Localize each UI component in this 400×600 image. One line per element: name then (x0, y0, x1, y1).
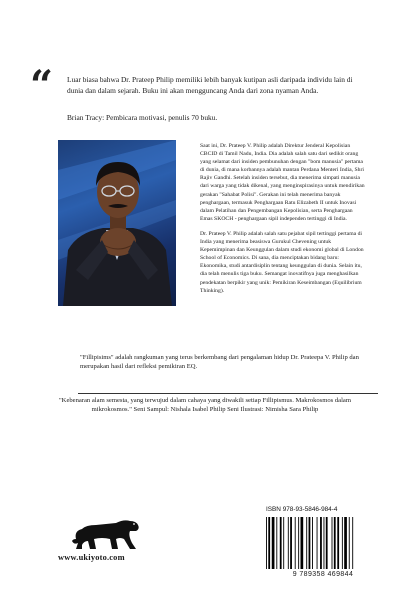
book-summary: "Fillipisims" adalah rangkuman yang terus berkembang dari pengalaman hidup Dr. Prateepa V. Philip dan merupakan hasil dari refleksi pemikiran EQ. (80, 354, 359, 370)
publisher-url[interactable]: www.ukiyoto.com (58, 553, 125, 562)
bio-paragraph-1: Saat ini, Dr. Prateep V. Philip adalah Direktur Jenderal Kepolisian CBCID di Tamil Nadu, India. Dia adalah salah satu dari sedikit orang yang selamat dari insiden pembunuhan dengan "bom manusia" pertama di dunia, di mana korbannya adalah mantan Perdana Menteri India, Shri Rajiv Gandhi. Setelah insiden tersebut, dia menerima simpati manusia dari warga yang tidak dikenal, yang menginspirasinya untuk mendirikan gerakan "Sahabat Polisi". Gerakan ini telah menerima banyak penghargaan, termasuk Penghargaan Ratu Elizabeth II untuk Inovasi dalam Pelatihan dan Pengembangan Kepolisian, serta Penghargaan Emas SKOCH - penghargaan sipil independen tertinggi di India. (200, 143, 365, 222)
divider (78, 393, 378, 394)
barcode-bar (266, 517, 267, 569)
barcode-bar (290, 517, 292, 569)
isbn-label: ISBN 978-93-5846-984-4 (266, 506, 338, 513)
barcode-bar (272, 517, 275, 569)
barcode-bar (276, 517, 277, 569)
barcode-bar (337, 517, 339, 569)
barcode-bar (342, 517, 343, 569)
author-photo (58, 140, 176, 306)
barcode-bar (317, 517, 318, 569)
endorsement-quote: Luar biasa bahwa Dr. Prateep Philip memiliki lebih banyak kutipan asli daripada individu lain di dunia dan dalam sejarah. Buku ini akan mengguncang Anda dari zona nyaman Anda. (67, 75, 353, 95)
barcode-bar (349, 517, 350, 569)
barcode-bar (283, 517, 284, 569)
barcode-bar (268, 517, 270, 569)
quote-mark-icon: “ (30, 62, 54, 109)
barcode-bar (306, 517, 307, 569)
barcode-bar (309, 517, 311, 569)
barcode-bar (301, 517, 304, 569)
barcode-bar (280, 517, 282, 569)
cover-credits: "Kebenaran alam semesta, yang terwujud dalam cahaya yang diwakili setiap Fillipismus. Makrokosmos dalam mikrokosmos." Seni Sampul: Nishala Isabel Philip Seni Ilustrasi: Nimisha Sara Philip (58, 397, 351, 413)
barcode-bar (344, 517, 347, 569)
endorsement-author: Brian Tracy: Pembicara motivasi, penulis 70 buku. (67, 113, 218, 122)
barcode-bar (298, 517, 299, 569)
barcode (264, 517, 384, 569)
barcode-bar (320, 517, 322, 569)
barcode-bar (352, 517, 353, 569)
barcode-digits: 9 789358 469844 (292, 571, 354, 578)
barcode-bar (332, 517, 333, 569)
author-biography (200, 142, 365, 302)
barcode-bar (312, 517, 313, 569)
barcode-bar (324, 517, 325, 569)
panther-logo-icon (72, 509, 142, 551)
bio-paragraph-2: Dr. Prateep V. Philip adalah salah satu pejabat sipil tertinggi pertama di India yang menerima beasiswa Gurukul Chevening untuk Kepemimpinan dan Keunggulan dalam studi ekonomi global di London School of Economics. Di sana, dia menciptakan bidang baru: Ekonomika, studi antardisiplin tentang keunggulan di dunia. Selain itu, dia telah menulis tiga buku. Semangat inovatifnya juga menghasilkan pendekatan berpikir yang unik: Pemikiran Keseimbangan (Equilibrium Thinking). (200, 230, 364, 294)
barcode-bar (288, 517, 289, 569)
barcode-bar (334, 517, 336, 569)
barcode-bar (326, 517, 328, 569)
barcode-bar (295, 517, 296, 569)
